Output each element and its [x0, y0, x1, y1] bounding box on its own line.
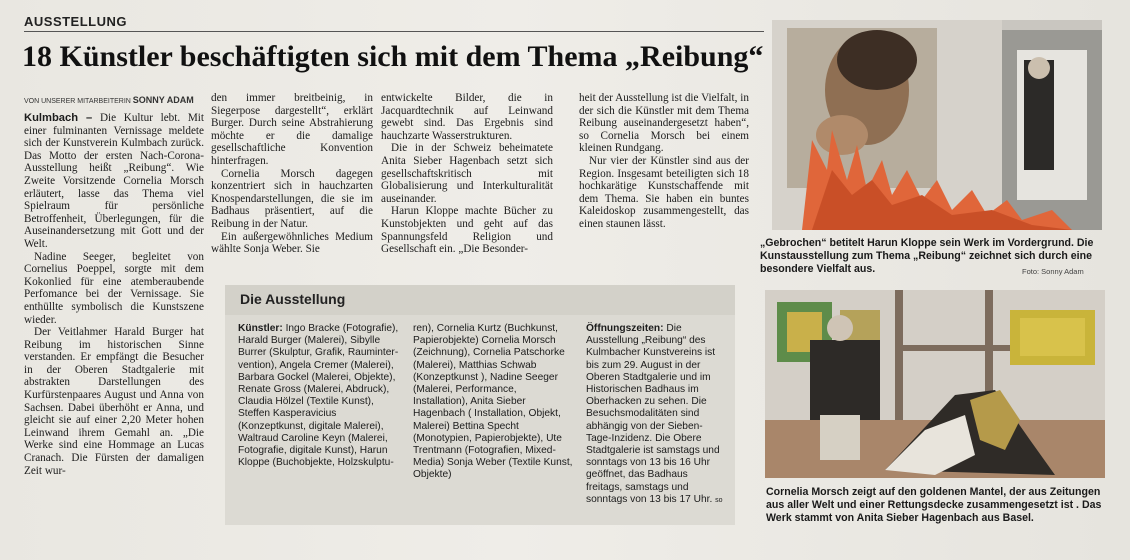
byline [24, 95, 194, 105]
article-column-2 [211, 92, 373, 256]
artists-list-b: ren), Cornelia Kurtz (Buchkunst, Papierobjekte) Cornelia Morsch (Zeichnung), Cornelia Patschorke (Malerei), Matthias Schwab (Konzeptkunst ), Nadine Seeger (Malerei, Performance, Installation), Anita Sieber Hagenbach ( Installation, Objekt, Malerei) Bettina Specht (Monotypien, Papierobjekte), Ute Trentmann (Fotografien, Mixed-Media) Sonja Weber (Textile Kunst, Objekte) [413, 323, 573, 481]
col3-para-1: entwickelte Bilder, die in Jacquardtechnik auf Leinwand gewebt sind. Das Ergebnis sind hauchzarte Wasserstrukturen. [381, 92, 553, 142]
article-column-1 [24, 112, 204, 477]
photo-credit: Foto: Sonny Adam [1022, 267, 1084, 276]
article-column-3 [381, 92, 553, 256]
col2-para-2: Cornelia Morsch dagegen konzentriert sich in hauchzarten Knospendarstellungen, die sie im Badhaus präsentiert, auf die Reibung in der Natur. [211, 167, 373, 230]
lead-place: Kulmbach – [24, 112, 93, 124]
col1-para-3: Der Veitlahmer Harald Burger hat Reibung im historischen Sinne verstanden. Er empfängt die Besucher in der Oberen Stadtgalerie mit abstrakten Darstellungen des Kurfürstenpaares August und Anna von Sachsen. Dabei überhöht er Anna, und gleicht sie auf einer 2,20 Meter hohen Leinwand ihrem Gemahl an. „Die Werke sind eine Hommage an Lucas Cranach. Die Fürsten der damaligen Zeit wur- [24, 326, 204, 477]
info-hours-col [586, 323, 726, 507]
col3-para-2: Die in der Schweiz beheimatete Anita Sieber Hagenbach setzt sich gesellschaftskritisch mit Globalisierung und Interkulturalität auseinander. [381, 142, 553, 205]
info-artists-col-1 [238, 323, 403, 469]
info-artists-col-2 [413, 323, 573, 482]
col2-para-1: den immer breitbeinig, in Siegerpose dargestellt“, erklärt Burger. Durch seine Abstrahierung möchte er die damalige gesellschaftliche Konvention hinterfragen. [211, 92, 373, 167]
byline-author: SONNY ADAM [132, 95, 194, 105]
caption-1-text: betitelt Harun Kloppe sein Werk im Vordergrund. Die Kunstausstellung zum Thema „Reibung“ zeichnet sich durch eine besondere Vielfalt aus. [760, 237, 1094, 275]
artists-list-a: Ingo Bracke (Fotografie), Harald Burger (Malerei), Sibylle Burrer (Skulptur, Grafik, Raumintervention), Angela Cremer (Malerei), Barbara Gockel (Malerei, Objekte), Renate Gross (Malerei, Abdruck), Claudia Hölzel (Textile Kunst), Steffen Kasperavicius (Konzeptkunst, digitale Malerei), Waltraud Caroline Keyn (Malerei, Fotografie, digitale Kunst), Harun Kloppe (Buchobjekte, Holzskulptu- [238, 323, 399, 469]
photo-2-image [765, 290, 1105, 478]
hours-label: Öffnungszeiten: [586, 323, 664, 334]
col1-text-1: Die Kultur lebt. Mit einer fulminanten Vernissage meldete sich der Kunstverein Kulmbach zurück. Das Motto der ersten Nach-Corona-Ausstellung heißt „Reibung“. Wie Zweite Vorsitzende Cornelia Morsch erläutert, lasse das Thema viel Spielraum für persönliche Betroffenheit, Überlegungen, für die Auseinandersetzung mit Gott und der Welt. [24, 112, 204, 250]
col4-para-1: heit der Ausstellung ist die Vielfalt, in der sich die Künstler mit dem Thema Reibung auseinandergesetzt haben“, so Cornelia Morsch bei einem kleinen Rundgang. [579, 92, 749, 155]
photo-2-caption: Cornelia Morsch zeigt auf den goldenen Mantel, der aus Zeitungen aus aller Welt und einer Rettungsdecke zusammengesetzt ist . Das Werk stammt von Anita Sieber Hagenbach aus Basel. [766, 486, 1102, 524]
artists-label: Künstler: [238, 323, 283, 334]
col3-para-3: Harun Kloppe machte Bücher zu Kunstobjekten und geht auf das Spannungsfeld Religion und Gesellschaft ein. „Die Besonder- [381, 205, 553, 256]
col1-para-2: Nadine Seeger, begleitet von Cornelius Poeppel, sorgte mit dem Kokonlied für eine atemberaubende Perfomance bei der Vernissage. Sie enthüllte symbolisch die Kunstszene wieder. [24, 250, 204, 326]
caption-1-quote: „Gebrochen“ [760, 237, 827, 249]
col4-para-2: Nur vier der Künstler sind aus der Region. Insgesamt beteiligten sich 18 hochkarätige Kunstschaffende mit dem Thema. Sie haben ein buntes Kaleidoskop zusammengestellt, das einen staunen lässt. [579, 154, 749, 230]
author-signoff: so [715, 496, 723, 504]
photo-1-image [772, 20, 1102, 230]
article-column-4 [579, 92, 749, 231]
exhibition-photo-1 [772, 20, 1102, 230]
exhibition-photo-2 [765, 290, 1105, 478]
section-rubric: AUSSTELLUNG [24, 14, 127, 29]
byline-prefix: VON UNSERER MITARBEITERIN [24, 98, 131, 105]
hours-text: Die Ausstellung „Reibung“ des Kulmbacher Kunstvereins ist bis zum 29. August in der Oberen Stadtgalerie und im Historischen Badhaus im Oberhacken zu sehen. Die Besuchsmodalitäten sind abhängig von der Sieben-Tage-Inzidenz. Die Obere Stadtgalerie ist samstags und sonntags von 13 bis 16 Uhr geöffnet, das Badhaus freitags, samstags und sonntags von 13 bis 17 Uhr. [586, 323, 720, 505]
info-box-title: Die Ausstellung [240, 291, 346, 307]
col2-para-3: Ein außergewöhnliches Medium wählte Sonja Weber. Sie [211, 230, 373, 256]
rubric-rule [24, 31, 764, 32]
article-headline: 18 Künstler beschäftigten sich mit dem Thema „Reibung“ [22, 40, 764, 73]
col1-para-1 [24, 112, 204, 251]
